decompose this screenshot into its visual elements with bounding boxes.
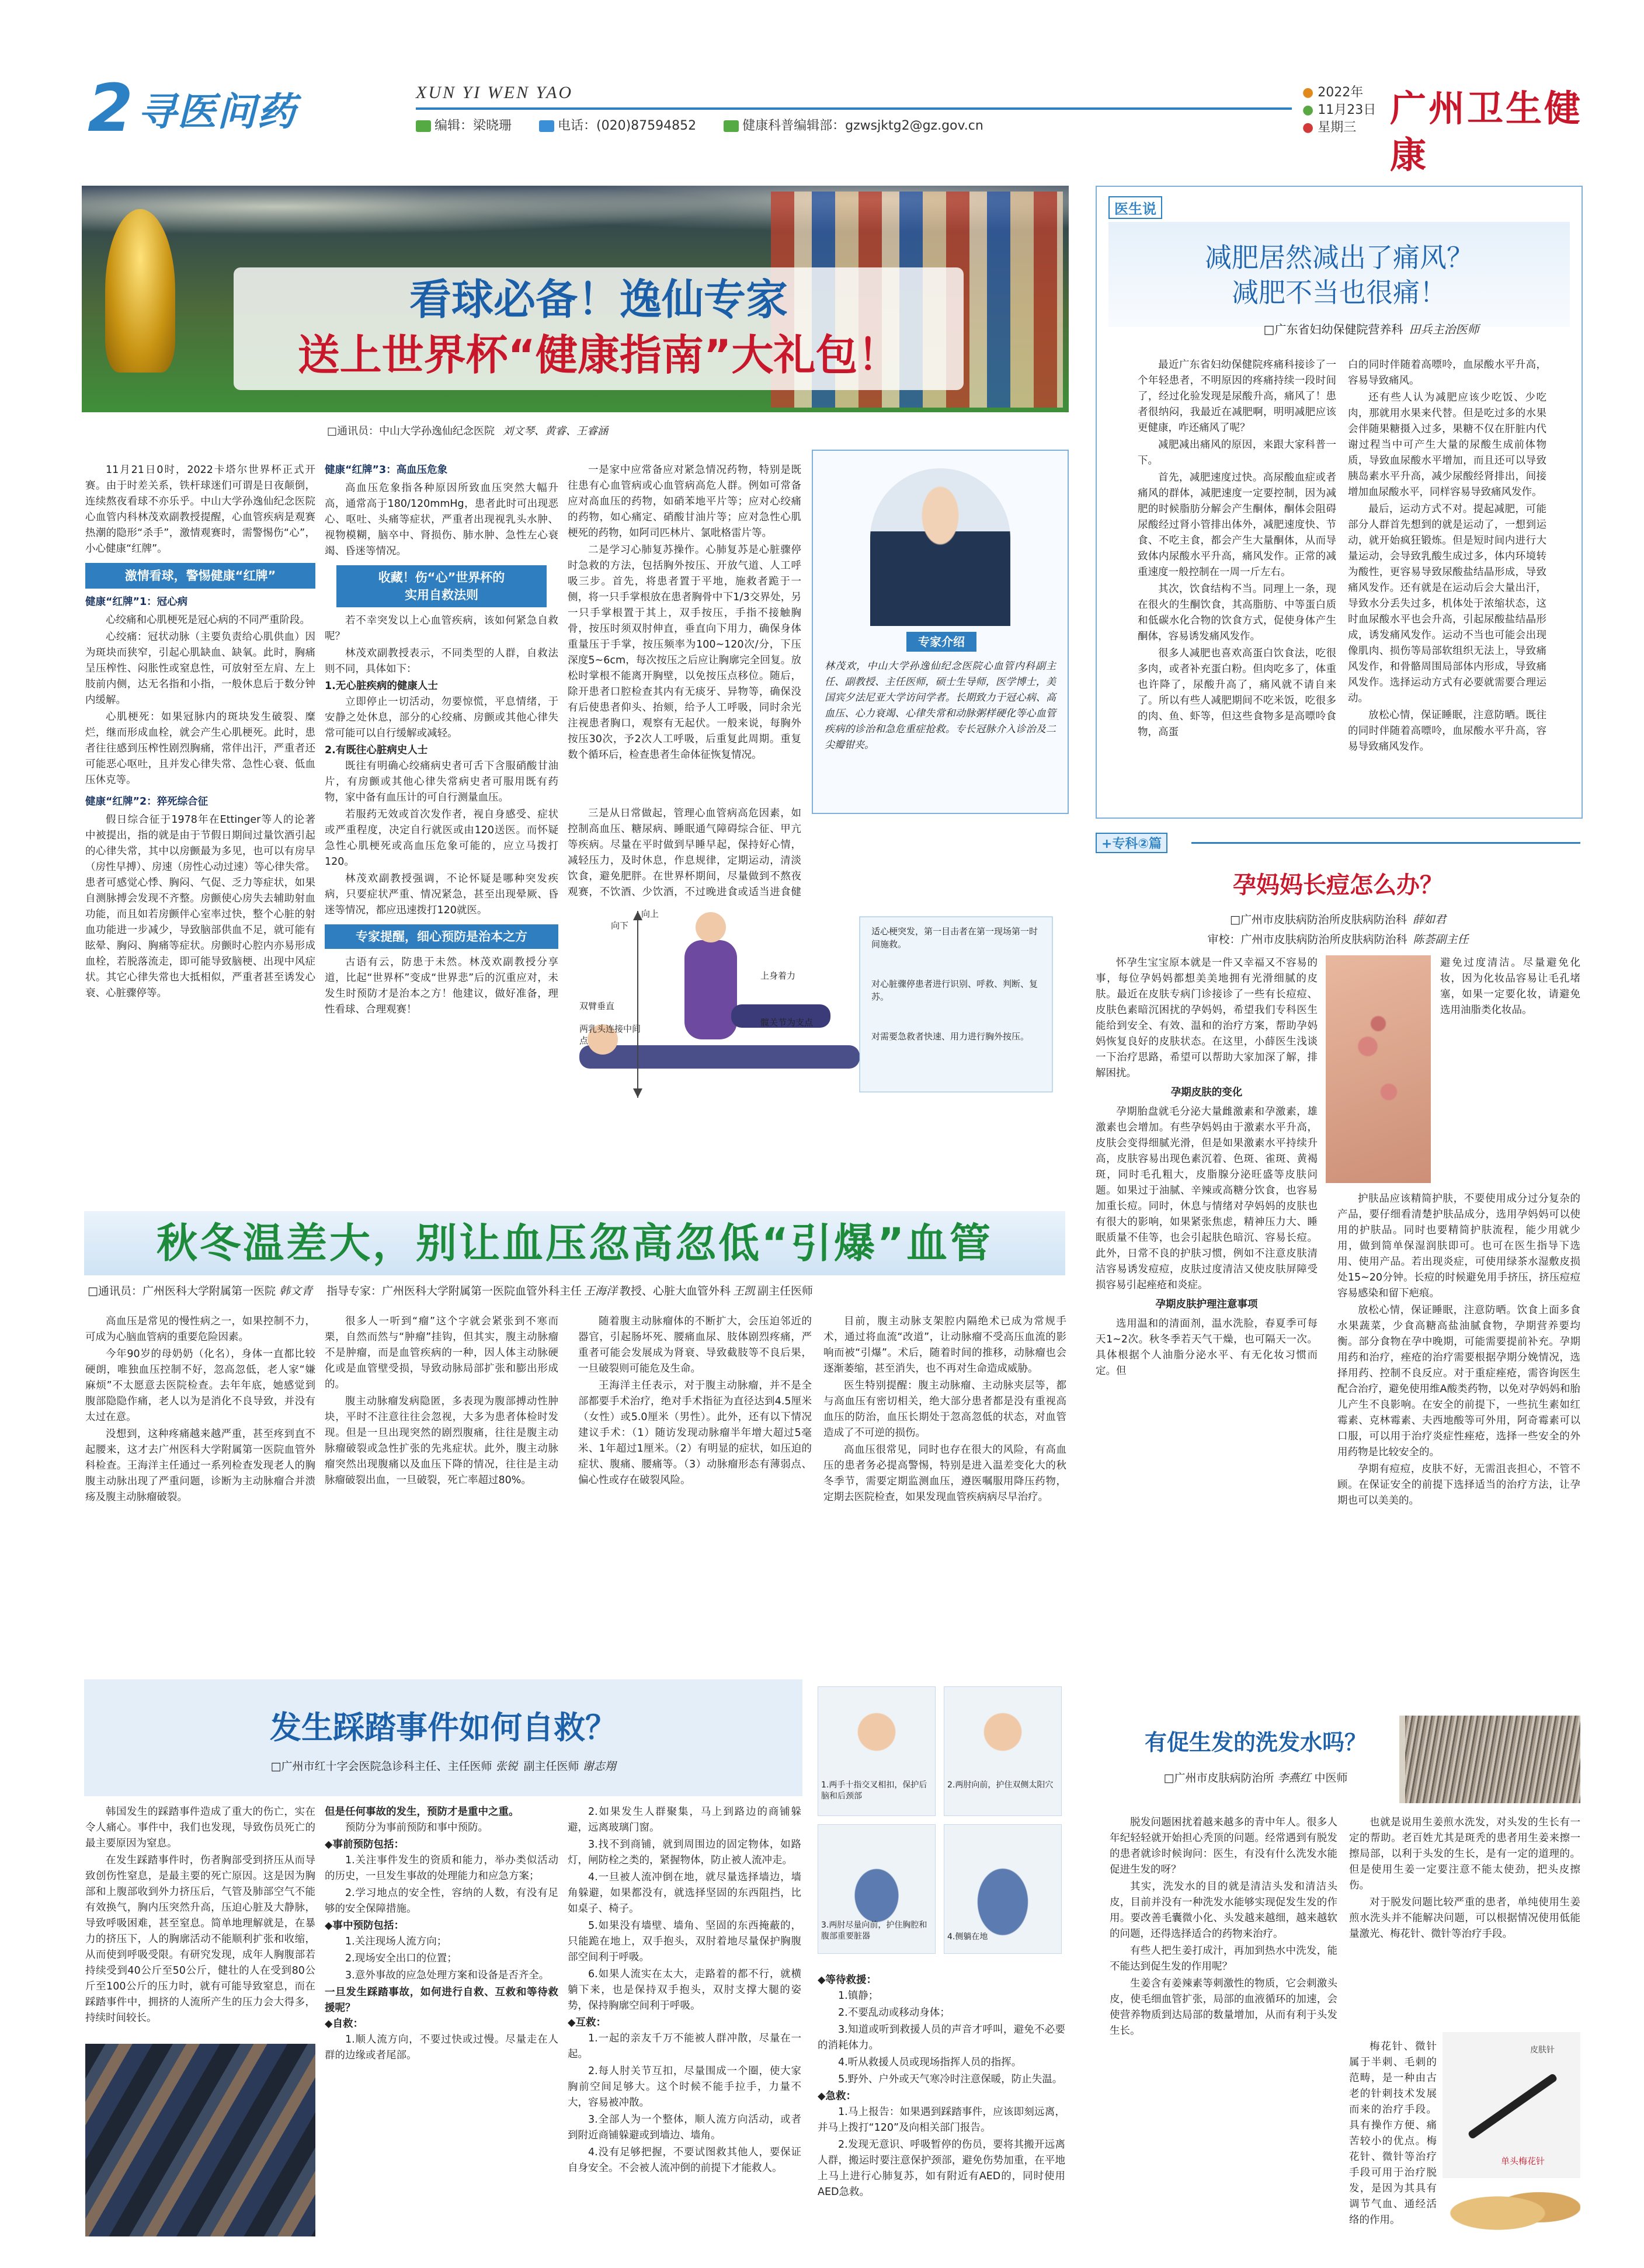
- article4-col2: 很多人一听到“瘤”这个字就会紧张到不寒而栗，自然而然与“肿瘤”挂钩，但其实，腹主动脉瘤不是肿瘤，而是血管疾病的一种，因人体主动脉硬化或是血管壁受损，导致动脉局部扩张和膨出形成的。 腹主动脉瘤发病隐匿，多表现为腹部搏动性肿块，平时不注意往往会忽视，大多为患者体检时发现。但是一旦出现突然的剧烈腹痛，往往是腹主动脉瘤破裂或急性扩张的先兆症状。此外，腹主动脉瘤突然出现腹痛以及血压下降的情况，往往是主动脉瘤破裂出血，一旦破裂，死亡率超过80%。: [325, 1316, 558, 1486]
- more-articles-tag: +专科②篇: [1096, 833, 1167, 853]
- ginger-image: [1443, 2184, 1580, 2242]
- article5-col2: 但是任何事故的发生，预防才是重中之重。 预防分为事前预防和事中预防。 ◆事前预防包括： 1.关注事件发生的资质和能力，举办类似活动的历史，一旦发生事故的处理能力和应急方案； 2.学习地点的安全性，容纳的人数，有没有足够的安全保障措施。 ◆事中预防包括： 1.关注现场人流方向； 2.现场安全出口的位置； 3.意外事故的应急处理方案和设备是否齐全。 一旦发生踩踏事故，如何进行自救、互救和等待救援呢？ ◆自救： 1.顺人流方向，不要过快或过慢。尽量走在人群的边缘或者尾部。: [325, 1806, 558, 2061]
- fig-caption-3: 3.两肘尽量向前，护住胸腔和腹部重要脏器: [821, 1921, 927, 1941]
- date-dot-icon: ●: [1302, 120, 1314, 135]
- cpr-label-down: 向下: [611, 920, 629, 931]
- article3-col3: 护肤品应该精简护肤，不要使用成分过分复杂的产品，要仔细看清楚护肤品成分，选用孕妈妈可以使用的护肤品。同时也要精简护肤流程，能少用就少用，做到简单保湿润肤即可。也可在医生指导下选用、使用产品。若出现炎症，可使用绿茶水湿敷皮损处15~20分钟。长痘的时候避免用手挤压，挤压痘痘容易感染和留下疤痕。 放松心情，保证睡眠，注意防晒。饮食上面多食水果蔬菜，少食高糖高盐油腻食物，孕期营养要均衡。部分食物在孕中晚期，可能需要提前补充。孕期用药和治疗，痤疮的治疗需要根据孕期分娩情况，选择用药、控制不良反应。对于重症痤疮，需咨询医生配合治疗，避免使用维A酸类药物，以免对孕妈妈和胎儿产生不良影响。在安全的前提下，一些抗生素如红霉素、克林霉素、夫西地酸等可外用，阿奇霉素可以口服，可以用于治疗炎症性痤疮，选择一些安全的外用药物是比较安全的。 孕期有痘痘，皮肤不好，无需沮丧担心，不管不顾。在保证安全的前提下选择适当的治疗方法，让孕期也可以美美的。: [1337, 1193, 1580, 1507]
- article2-col2: 白的同时伴随着高嘌呤，血尿酸水平升高，容易导致痛风。 还有些人认为减肥应该少吃饭、少吃肉，那就用水果来代替。但是吃过多的水果会伴随果糖摄入过多，果糖不仅在肝脏内代谢过程当中可产生大量的尿酸生成前体物质，导致血尿酸水平增加，而且还可以导致胰岛素水平升高，减少尿酸经肾排出，间接增加血尿酸水平，同样容易导致痛风发作。 最后，运动方式不对。提起减肥，可能部分人群首先想到的就是运动了，一想到运动，就开始疯狂锻炼。但是短时间内进行大量运动，会导致乳酸生成过多，体内环境转为酸性，更容易导致尿酸盐结晶形成，导致痛风发作。还有就是在运动后会大量出汗，导致水分丢失过多，机体处于浓缩状态，这时血尿酸水平也会升高，引起尿酸盐结晶形成，诱发痛风发作。运动不当也可能会出现像肌肉、损伤等局部软组织无法上，导致痛风发作，和骨骼周围局部体内形成，导致痛风发作。选择运动方式有必要就需要合理运动。 放松心情，保证睡眠，注意防晒。既往的同时伴随着高嘌呤，血尿酸水平升高，容易导致痛风发作。: [1348, 359, 1546, 753]
- article3-col1: 怀孕生宝宝原本就是一件又幸福又不容易的事，每位孕妈妈都想美美地拥有光滑细腻的皮肤。最近在皮肤专病门诊接诊了一些有长痘痘、皮肤色素暗沉困扰的孕妈妈，希望我们专科医生能给到安全、有效、温和的治疗方案，帮助孕妈妈恢复良好的皮肤状态。在这里，小薛医生浅谈一下治疗思路，希望可以帮助大家加深了解，排解困扰。 孕期皮肤的变化 孕期胎盘就毛分泌大量雌激素和孕激素，雄激素也会增加。有些孕妈妈由于激素水平升高，皮肤会变得细腻光滑，但是如果激素水平持续升高，皮肤容易出现色素沉着、色斑、雀斑、黄褐斑，同时毛孔粗大，皮脂腺分泌旺盛等皮肤问题。如果过于油腻、辛辣或高糖分饮食，也容易加重长痘。同时，休息与情绪对孕妈妈的皮肤也有很大的影响，如果紧张焦虑，精神压力大、睡眠质量不佳等，也会引起肤色暗沉、容易长痘。此外，日常不良的护肤习惯，例如不注意皮肤清洁容易诱发痘痘，皮肤过度清洁又使皮肤屏障受损容易引起痤疮和炎症。 孕期皮肤护理注意事项 选用温和的清面剂，温水洗脸，春夏季可每天1~2次。秋冬季若天气干燥，也可隔天一次。具体根据个人油脂分泌水平、有无化妆习惯而定。但: [1096, 957, 1318, 1377]
- cpr-label-upper-body: 上身着力: [760, 970, 796, 981]
- article4-title-bar: [84, 1211, 1065, 1275]
- expert-box: [812, 450, 1069, 814]
- article3-title: 孕妈妈长痘怎么办？: [1233, 872, 1443, 899]
- article6-author: □广州市皮肤病防治所 李燕红 中医师: [1163, 1772, 1348, 1785]
- article3-author: □广州市皮肤病防治所皮肤病防治科 薛如君: [1230, 913, 1446, 926]
- fig-caption-2: 2.两肘向前，护住双侧太阳穴: [947, 1780, 1054, 1790]
- fig-pose-2: [944, 1686, 1062, 1816]
- article4-byline: □通讯员：广州医科大学附属第一医院 韩文青 指导专家：广州医科大学附属第一医院血管外科主任 王海洋 教授、心脏大血管外科 王凯 副主任医师: [88, 1285, 814, 1298]
- plum-needle-figure: [1443, 2032, 1580, 2178]
- card3-heading: 健康“红牌”3：高血压危象: [325, 464, 448, 476]
- fig-caption-4: 4.侧躺在地: [947, 1932, 988, 1942]
- article6-title: 有促生发的洗发水吗？: [1144, 1730, 1367, 1755]
- date-dot-icon: ●: [1302, 85, 1314, 100]
- article6-col2: 也就是说用生姜煎水洗发，对头发的生长有一定的帮助。老百姓尤其是斑秃的患者用生姜来擦一擦局部，以利于头发的生长，是有一定的道理的。但是使用生姜一定要注意不能太使劲，把头皮擦伤。 对于脱发问题比较严重的患者，单纯使用生姜煎水洗头并不能解决问题，可以根据情况使用低能量激光、梅花针、微针等治疗手段。: [1349, 1817, 1580, 1940]
- band-self-rescue: 收藏！伤“心”世界杯的 实用自救法则: [336, 565, 547, 607]
- cpr-label-nipple: 两乳头连接中间点: [579, 1024, 641, 1046]
- fig-caption-1: 1.两手十指交叉相扣，保护后脑和后颈部: [821, 1780, 927, 1801]
- article1-col3: 一是家中应常备应对紧急情况药物，特别是既往患有心血管病或心血管病高危人群。例如可常备应对高血压的药物，如硝苯地平片等；应对心绞痛的药物，如心痛定、硝酸甘油片等；应对急性心肌梗死的药物，如阿司匹林片、氯吡格雷片等。 二是学习心肺复苏操作。心肺复苏是心脏骤停时急救的方法，包括胸外按压、开放气道、人工呼吸三步。首先，将患者置于平地，施救者跪于一侧，将一只手掌根放在患者胸骨中下1/3交界处，另一只手掌根置于其上，双手按压，手指不接触胸骨，按压时须双肘伸直，垂直向下用力，确保身体重量压于手掌，按压频率为100~120次/分，下压深度5~6cm，每次按压之后应让胸廓完全回复。放松时掌根不能离开胸壁，以免按压点移位。随后，除开患者口腔检查其内有无痰牙、异物等，确保没有后使患者仰头、抬颏，给予人工呼吸，同时余光注视患者胸口，观察有无起伏。一般来说，每胸外按压30次，予2次人工呼吸，后重复此周期。重复数个循环后，检查患者生命体征恢复情况。: [568, 464, 801, 761]
- article3-subhead2: 孕期皮肤护理注意事项: [1155, 1299, 1258, 1310]
- title-bg: [1108, 222, 1570, 327]
- fig-label-needle: 单头梅花针: [1501, 2156, 1545, 2166]
- mail-icon: [724, 120, 739, 132]
- section-pinyin: XUN YI WEN YAO: [416, 83, 574, 102]
- band-red-card: 激情看球，警惕健康“红牌”: [85, 563, 315, 589]
- phone-icon: [539, 120, 554, 132]
- article5-title: 发生踩踏事件如何自救？: [270, 1709, 617, 1746]
- article6-col1: 脱发问题困扰着越来越多的青中年人。很多人年纪轻轻就开始担心秃顶的问题。经常遇到有脱发的患者就诊时候询问：医生，有没有什么洗发水能促进生发的呀？ 其实，洗发水的目的就是清洁头发和清洁头皮，目前并没有一种洗发水能够实现促发生发的作用。要改善毛囊微小化、头发越来越细，越来越软的问题，还得选择适合的药物来治疗。 有些人把生姜打成汁，再加到热水中洗发，能不能达到促生发的作用呢？ 生姜含有姜辣素等刺激性的物质，它会刺激头皮，使毛细血管扩张，局部的血液循环的加速，会使营养物质到达局部的数量增加，从而有利于头发生长。: [1110, 1817, 1337, 2037]
- gout-article-box: [1096, 186, 1583, 819]
- cpr-note-1: 适心梗突发，第一目击者在第一现场第一时间施救。: [871, 926, 1038, 949]
- article3-subhead1: 孕期皮肤的变化: [1170, 1087, 1243, 1098]
- pen-icon: [416, 120, 431, 132]
- article5-col3: 2.如果发生人群聚集，马上到路边的商铺躲避，远离玻璃门窗。 3.找不到商铺，就到周围边的固定物体，如路灯，闸防栓之类的，紧握物体，防止被人流冲走。 4.一旦被人流冲倒在地，就尽量选择墙边，墙角躲避，如果都没有，就选择坚固的东西阻挡，比如桌子、椅子。 5.如果没有墙壁、墙角、坚固的东西掩蔽的，只能跪在地上，双手抱头，双肘着地尽量保护胸腹部空间利于呼吸。 6.如果人流实在太大，走路着的都不行，就横躺下来，也是保持双手抱头，双肘支撑大腿的姿势，保持胸廓空间利于呼吸。 ◆互救： 1.一起的亲友千万不能被人群冲散，尽量在一起。 2.每人肘关节互扣，尽量围成一个圈，使大家胸前空间足够大。这个时候不能手拉手，力量不大，容易被冲散。 3.全部人为一个整体，顺人流方向活动，或者到附近商铺躲避或到墙边、墙角。 4.没有足够把握，不要试图救其他人，要保证自身安全。不会被人流冲倒的前提下才能救人。: [568, 1806, 801, 2174]
- masthead: [82, 71, 1589, 176]
- cpr-label-arms: 双臂垂直: [579, 1001, 615, 1011]
- date-block: ● 2022年 ● 11月23日 ● 星期三: [1302, 85, 1377, 135]
- article1-title-line1: 看球必备！逸仙专家: [409, 275, 788, 324]
- masthead-rule: [416, 107, 1292, 110]
- cpr-illustration: [568, 899, 1064, 1109]
- plum-needle-tool: [1467, 2073, 1558, 2140]
- article6-col3: 梅花针、微针属于半刺、毛刺的范畴，是一种由古老的针刺技术发展而来的治疗手段。具有操作方便、痛苦较小的优点。梅花针、微针等治疗手段可用于治疗脱发，是因为其具有调节气血、通经活络的作用。: [1349, 2041, 1437, 2226]
- article2-title-line2: 减肥不当也很痛！: [1232, 277, 1447, 308]
- expert-label: 专家介绍: [906, 632, 976, 652]
- article1-col2: 健康“红牌”3：高血压危象 高血压危象指各种原因所致血压突然大幅升高，通常高于180/120mmHg，患者此时可出现恶心、呕吐、头痛等症状，严重者出现视乳头水肿、视物模糊，脑卒中、肾损伤、肺水肿、急性左心衰竭、昏迷等情况。 收藏！伤“心”世界杯的 实用自救法则 若不幸突发以上心血管疾病，该如何紧急自救呢？ 林茂欢副教授表示，不同类型的人群，自救法则不同，具体如下： 1.无心脏疾病的健康人士 立即停止一切活动，勿要惊慌，平息情绪，于安静之处休息，部分的心绞痛、房颤或其他心律失常可能可以自行缓解或减轻。 2.有既往心脏病史人士 既往有明确心绞痛病史者可舌下含服硝酸甘油片，有房颤或其他心律失常病史者可服用既有药物，家中备有血压计的可自行测量血压。 若服药无效或首次发作者，视自身感受、症状或严重程度，决定自行就医或由120送医。而怀疑急性心肌梗死或高血压危象可能的，应立马拨打120。 林茂欢副教授强调，不论怀疑是哪种突发疾病，只要症状严重、情况紧急，甚至出现晕厥、昏迷等情况，都应迅速拨打120就医。 专家提醒，细心预防是治本之方 古语有云，防患于未然。林茂欢副教授分享道，比起“世界杯”变成“世界悲”后的沉重应对，未发生时预防才是治本之方！他建议，做好准备，理性看球、合理观赛！: [325, 462, 558, 1169]
- article5-col1: 韩国发生的踩踏事件造成了重大的伤亡，实在令人痛心。事件中，我们也发现，导致伤员死亡的最主要原因为窒息。 在发生踩踏事件时，伤者胸部受到挤压从而导致创伤性窒息，是最主要的死亡原因。这是因为胸部和上腹部收到外力挤压后，气管及肺部空气不能有效换气，胸内压突然升高，压迫心脏及大静脉，导致呼吸困难，甚至窒息。简单地理解就是，在暴力的挤压下，人的胸廓活动不能顺利扩张和收缩，从而使到呼吸受限。有研究发现，成年人胸腹部若持续受到40公斤至50公斤，健壮的人在受到80公斤至100公斤的压力时，就有可能导致窒息，而在踩踏事件中，拥挤的人流所产生的压力会大得多，持续时间较长。: [85, 1806, 315, 2024]
- band-prevention: 专家提醒，细心预防是治本之方: [325, 924, 558, 949]
- article5-col4: ◆等待救援： 1.镇静； 2.不要乱动或移动身体； 3.知道或听到救援人员的声音才呼叫，避免不必要的消耗体力。 4.听从救援人员或现场指挥人员的指挥。 5.野外、户外或天气寒冷时注意保暖，防止失温。 ◆急救： 1.马上报告：如果遇到踩踏事件，应该即刻远离，并马上拨打“120”及向相关部门报告。 2.发现无意识、呼吸暂停的伤员，要将其搬开远离人群，搬运时要注意保护颈部，避免伤势加重，在平地上马上进行心肺复苏，如有附近有AED的，同时使用AED急救。: [818, 1974, 1065, 2198]
- doctor-says-label: 医生说: [1108, 196, 1162, 219]
- article2-title-line1: 减肥居然减出了痛风？: [1205, 242, 1473, 273]
- expert-photo: [870, 468, 1010, 626]
- article5-author: □广州市红十字会医院急诊科主任、主任医师 张锐 副主任医师 谢志翔: [270, 1760, 616, 1773]
- section-name: 寻医问药: [138, 89, 297, 134]
- cpr-note-2: 对心脏骤停患者进行识别、呼救、判断、复苏。: [871, 979, 1038, 1002]
- article4-col3: 随着腹主动脉瘤体的不断扩大，会压迫邻近的器官，引起肠坏死、腰痛血尿、肢体剧烈疼痛，严重者可能会发展成为肾衰、导致截肢等不良后果，一旦破裂则可能危及生命。 王海洋主任表示，对于腹主动脉瘤，并不是全部都要手术治疗，绝对手术指征为直径达到4.5厘米（女性）或5.0厘米（男性）。此外，还有以下情况建议手术：（1）随访发现动脉瘤半年增大超过5毫米、1年超过1厘米。（2）有明显的症状，如压迫的症状、腹痛、腰痛等。（3）动脉瘤形态有薄弱点、偏心性或存在破裂风险。: [578, 1316, 812, 1486]
- editor-info: 编辑：梁晓珊 电话：(020)87594852 健康科普编辑部：gzwsjktg2@gz.gov.cn: [416, 116, 983, 134]
- article4-col4: 目前，腹主动脉支架腔内隔绝术已成为常规手术，通过将血流“改道”，让动脉瘤不受高压血流的影响而被“引爆”。术后，随着时间的推移，动脉瘤也会逐渐萎缩，甚至消失，也不再对生命造成威胁。 医生特别提醒：腹主动脉瘤、主动脉夹层等，都与高血压有密切相关，绝大部分患者都是没有重视高血压的防治，血压长期处于忽高忽低的状态，对血管造成了不可逆的损伤。 高血压很常见，同时也存在很大的风险，有高血压的患者务必提高警惕，特别是进入温差变化大的秋冬季节，需要定期监测血压，遵医嘱服用降压药物，定期去医院检查，如果发现血管疾病病尽早治疗。: [823, 1316, 1066, 1503]
- worldcup-banner: [82, 186, 1069, 412]
- expert-bio: 林茂欢，中山大学孙逸仙纪念医院心血管内科副主任、副教授、主任医师，硕士生导师，医学博士，美国宾夕法尼亚大学访问学者。长期致力于冠心病、高血压、心力衰竭、心律失常和动脉粥样硬化等心血管疾病的诊治和急危重症抢救。专长冠脉介入诊治及二尖瓣钳夹。: [825, 660, 1056, 751]
- cpr-label-hip: 髋关节为支点: [760, 1017, 814, 1028]
- article3-rule: [1191, 842, 1580, 844]
- article1-col1: 11月21日0时，2022卡塔尔世界杯正式开赛。由于时差关系，铁杆球迷们可谓是日夜颠倒，连续熬夜看球不亦乐乎。中山大学孙逸仙纪念医院心血管内科林茂欢副教授提醒，心血管疾病是观赛热潮的隐形“杀手”，激情观赛时，需警惕伤“心”，小心健康“红牌”。 激情看球，警惕健康“红牌” 健康“红牌”1：冠心病 心绞痛和心肌梗死是冠心病的不同严重阶段。 心绞痛：冠状动脉（主要负责给心肌供血）因为斑块而狭窄，引起心肌缺血、缺氧。此时，胸痛呈压榨性、闷胀性或窒息性，可放射至左肩、左上肢前内侧，达无名指和小指，一般休息后于数分钟内缓解。 心肌梗死：如果冠脉内的斑块发生破裂、糜烂，继而形成血栓，就会产生心肌梗死。此时，患者往往感到压榨性剧烈胸痛，常伴出汗，严重者还可能恶心呕吐，且并发心律失常、急性心衰、低血压休克等。 健康“红牌”2：猝死综合征 假日综合征于1978年在Ettinger等人的论著中被提出，指的就是由于节假日期间过量饮酒引起的心律失常，其中以房颤最为多见，也可以有房早（房性早搏）、房速（房性心动过速）等心律失常。患者可感觉心悸、胸闷、气促、乏力等症状，如果自测脉搏会发现不齐整。房颤使心房失去辅助射血功能，而且如若房颤伴心室率过快，整个心脏的射血功能进一步减少，导致脑部供血不足，就可能有眩晕、胸闷、胸痛等症状。房颤时心腔内亦易形成血栓，若脱落流走，即可能导致脑梗、出现中风症状。其它心律失常也大抵相似，严重者甚至诱发心衰、心脏骤停等。: [85, 464, 315, 999]
- article3-reviewer: 审校：广州市皮肤病防治所皮肤病防治科 陈荟副主任: [1207, 933, 1469, 946]
- fig-label-skin-needle: 皮肤针: [1530, 2046, 1555, 2055]
- article4-col1: 高血压是常见的慢性病之一，如果控制不力，可成为心脑血管病的重要危险因素。 今年90岁的母奶奶（化名），身体一直都比较硬朗，唯独血压控制不好，忽高忽低，老人家“嫌麻烦”不太愿意去医院检查。去年年底，她感觉到腹部隐隐作痛，老人以为是消化不良导致，并没有太过在意。 没想到，这种疼痛越来越严重，甚至疼到直不起腰来，这才去广州医科大学附属第一医院血管外科检查。王海洋主任通过一系列检查发现老人的胸腹主动脉出现了严重问题，诊断为主动脉瘤合并溃疡及腹主动脉瘤破裂。: [85, 1316, 315, 1503]
- trophy-image: [105, 209, 175, 373]
- article1-col3b: 三是从日常做起，管理心血管病高危因素，如控制高血压、糖尿病、睡眠通气障碍综合征、甲亢等疾病。尽量在平时做到早睡早起，保持好心情，减轻压力，及时休息，作息规律，定期运动，清淡饮食，避免肥胖。在世界杯期间，尽量做到不熬夜观赛，不饮酒、少饮酒，不过晚进食或适当进食健: [568, 808, 801, 898]
- article4-title: 秋冬温差大，别让血压忽高忽低“引爆”血管: [156, 1219, 993, 1267]
- article1-title-line2: 送上世界杯“健康指南”大礼包！: [297, 331, 900, 380]
- article2-col1: 最近广东省妇幼保健院疼痛科接诊了一个年轻患者，不明原因的疼痛持续一段时间了，经过化验发现是尿酸升高，痛风了！患者很纳闷，我最近在减肥啊，明明减肥应该更健康，咋还痛风了呢？ 减肥减出痛风的原因，来跟大家科普一下。 首先，减肥速度过快。高尿酸血症或者痛风的群体，减肥速度一定要控制，因为减肥的时候脂肪分解会产生酮体，酮体会阻碍尿酸经过肾小管排出体外，减肥速度快、节食、不吃主食，都会产生大量酮体，从而导致体内尿酸水平升高，痛风发作。正常的减重速度一般控制在一周一斤左右。 其次，饮食结构不当。同理上一条，现在很火的生酮饮食，其高脂肪、中等蛋白质和低碳水化合物的饮食方式，促使身体产生酮体，容易诱发痛风发作。 很多人减肥也喜欢高蛋白饮食法，吃很多肉，或者补充蛋白粉。但肉吃多了，体重也许降了，尿酸升高了，痛风就不请自来了。所以有些人减肥期间不吃米饭，吃很多的肉、鱼、虾等，但这些食物多是高嘌呤食物，高蛋: [1138, 359, 1336, 738]
- cpr-label-up: 向上: [641, 909, 659, 919]
- paper-name: 广州卫生健康: [1390, 87, 1583, 176]
- acne-photo: [1326, 955, 1431, 1183]
- article3-col2: 避免过度清洁。尽量避免化妆，因为化妆品容易让毛孔堵塞，如果一定要化妆，请避免选用油脂类化妆品。: [1440, 957, 1580, 1016]
- crowd-photo: [85, 2044, 315, 2236]
- article1-byline: □通讯员：中山大学孙逸仙纪念医院 刘文琴、黄睿、王睿涵: [327, 425, 609, 437]
- article1-col4: [811, 829, 1068, 893]
- card2-heading: 健康“红牌”2：猝死综合征: [85, 796, 208, 808]
- hair-photo: [1405, 1716, 1580, 1803]
- self-protection-figure: [818, 1686, 1063, 1961]
- date-dot-icon: ●: [1302, 103, 1314, 117]
- card1-heading: 健康“红牌”1：冠心病: [85, 596, 188, 608]
- article2-author: □广东省妇幼保健院营养科 田兵主治医师: [1263, 322, 1479, 336]
- page-number: 2: [88, 71, 133, 147]
- cpr-note-3: 对需要急救者快速、用力进行胸外按压。: [871, 1031, 1030, 1042]
